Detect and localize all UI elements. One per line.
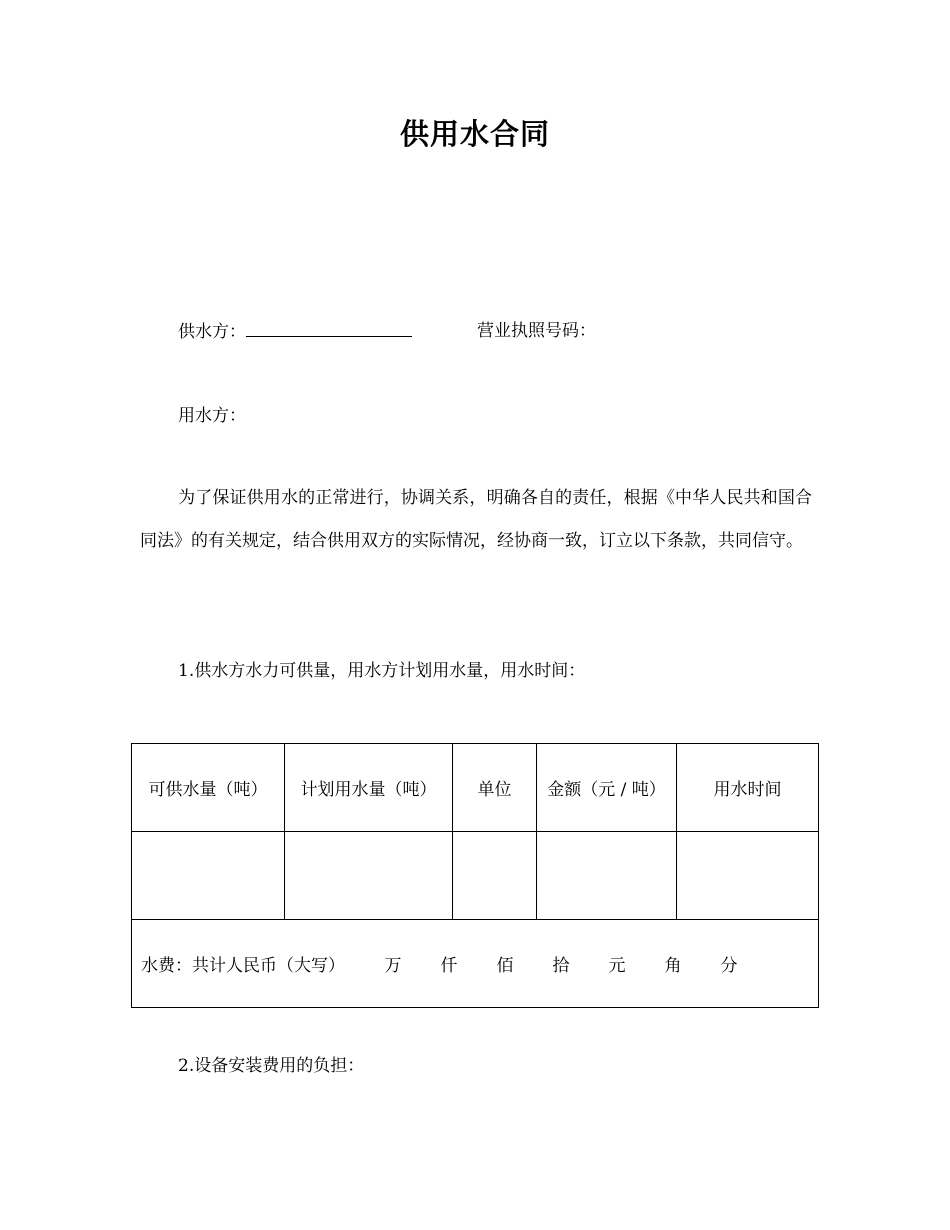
total-label: 水费：共计人民币（大写）	[141, 956, 345, 976]
supplier-label: 供水方：	[178, 322, 246, 342]
supplier-blank[interactable]	[246, 320, 412, 337]
unit-bai: 佰	[496, 956, 514, 976]
cell-amount[interactable]	[537, 832, 677, 920]
unit-wan: 万	[384, 956, 402, 976]
total-cell	[132, 920, 819, 1008]
table-row	[132, 832, 819, 920]
document-title: 供用水合同	[399, 117, 550, 151]
unit-yuan: 元	[608, 956, 626, 976]
section-2-heading: 2.设备安装费用的负担：	[178, 1056, 365, 1076]
total-row	[132, 920, 819, 1008]
user-line	[178, 405, 246, 427]
supplier-line	[178, 320, 412, 343]
intro-paragraph	[140, 477, 812, 563]
header-planned-volume: 计划用水量（吨）	[285, 744, 453, 832]
cell-usage-time[interactable]	[677, 832, 819, 920]
license-label: 营业执照号码：	[477, 321, 596, 341]
cell-available-volume[interactable]	[132, 832, 285, 920]
header-usage-time: 用水时间	[677, 744, 819, 832]
table-header-row	[132, 744, 819, 832]
user-label: 用水方：	[178, 406, 246, 426]
section-1-heading: 1.供水方水力可供量，用水方计划用水量，用水时间：	[178, 661, 586, 681]
header-unit: 单位	[453, 744, 537, 832]
header-amount: 金额（元 / 吨）	[537, 744, 677, 832]
unit-qian: 仟	[440, 956, 458, 976]
unit-fen: 分	[720, 956, 738, 976]
license-line	[477, 320, 596, 342]
header-available-volume: 可供水量（吨）	[132, 744, 285, 832]
cell-unit[interactable]	[453, 832, 537, 920]
water-supply-table	[131, 743, 819, 1008]
unit-shi: 拾	[552, 956, 570, 976]
cell-planned-volume[interactable]	[285, 832, 453, 920]
unit-jiao: 角	[664, 956, 682, 976]
intro-text: 为了保证供用水的正常进行，协调关系，明确各自的责任，根据《中华人民共和国合同法》的有关规定，结合供用双方的实际情况，经协商一致，订立以下条款，共同信守。	[140, 488, 812, 551]
